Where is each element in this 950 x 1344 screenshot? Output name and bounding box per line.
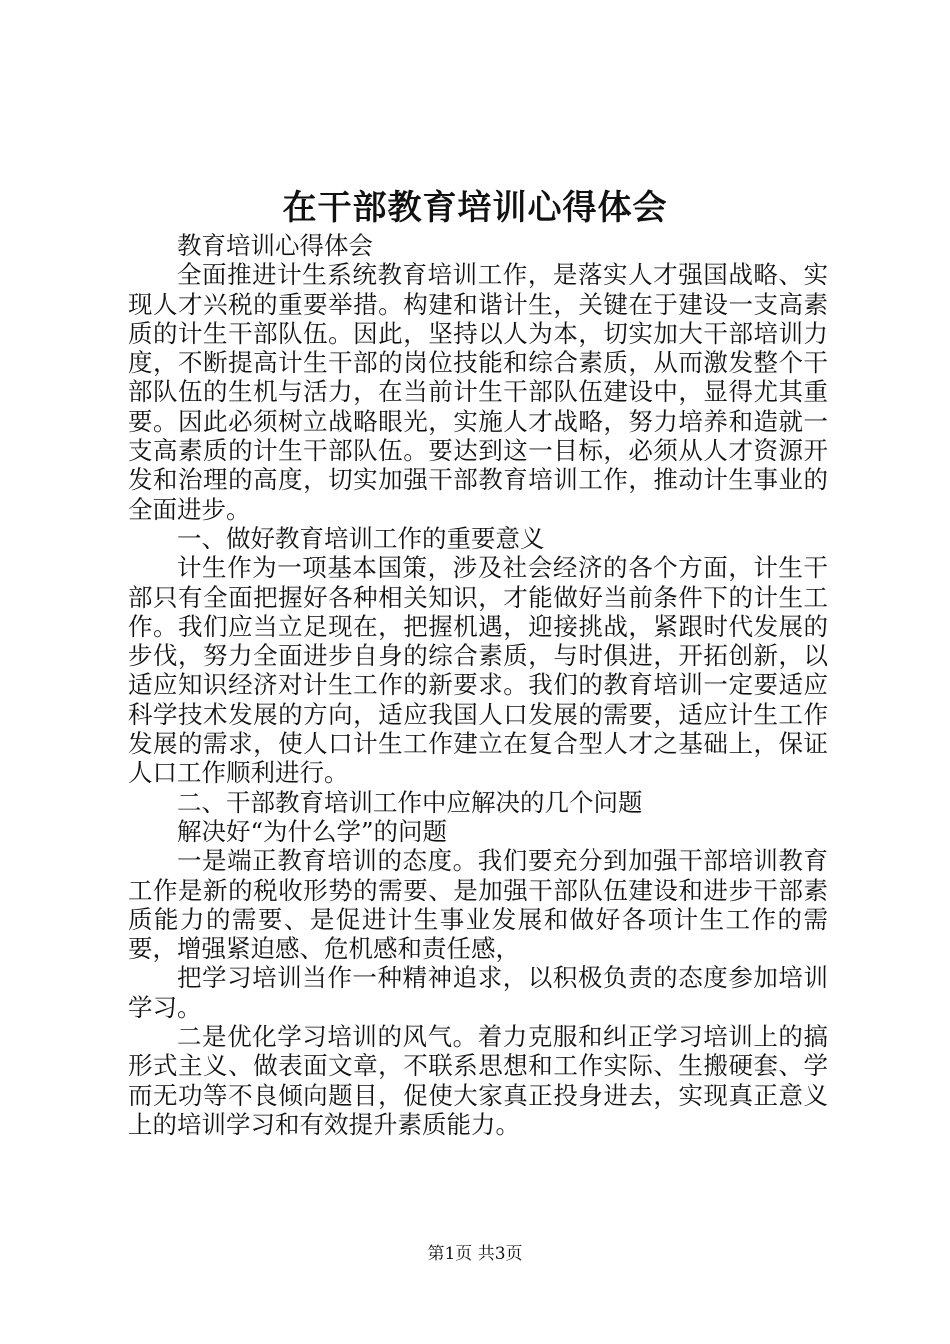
subsection-heading: 解决好“为什么学”的问题	[177, 816, 448, 846]
section-heading-2: 二、干部教育培训工作中应解决的几个问题	[177, 787, 643, 817]
paragraph-subtitle: 教育培训心得体会	[177, 231, 373, 260]
paragraph-point-1: 一是端正教育培训的态度。我们要充分到加强干部培训教育工作是新的税收形势的需要、是加强干部队伍建设和进步干部素质能力的需要、是促进计生事业发展和做好各项计生工作的需要，增强紧迫感、危机感和责任感，	[128, 846, 828, 964]
paragraph-intro: 全面推进计生系统教育培训工作，是落实人才强国战略、实现人才兴税的重要举措。构建和谐计生，关键在于建设一支高素质的计生干部队伍。因此，坚持以人为本，切实加大干部培训力度，不断提高计生干部的岗位技能和综合素质，从而激发整个干部队伍的生机与活力，在当前计生干部队伍建设中，显得尤其重要。因此必须树立战略眼光，实施人才战略，努力培养和造就一支高素质的计生干部队伍。要达到这一目标，必须从人才资源开发和治理的高度，切实加强干部教育培训工作，推动计生事业的全面进步。	[128, 260, 828, 524]
page-footer: 第1页 共3页	[427, 1244, 523, 1264]
document-title: 在干部教育培训心得体会	[282, 188, 668, 228]
section-heading-1: 一、做好教育培训工作的重要意义	[177, 523, 545, 553]
document-body	[128, 231, 828, 1139]
paragraph-point-1-cont: 把学习培训当作一种精神追求，以积极负责的态度参加培训学习。	[128, 963, 828, 1022]
paragraph-section-1: 计生作为一项基本国策，涉及社会经济的各个方面，计生干部只有全面把握好各种相关知识，才能做好当前条件下的计生工作。我们应当立足现在，把握机遇，迎接挑战，紧跟时代发展的步伐，努力全面进步自身的综合素质，与时俱进，开拓创新，以适应知识经济对计生工作的新要求。我们的教育培训一定要适应科学技术发展的方向，适应我国人口发展的需要，适应计生工作发展的需求，使人口计生工作建立在复合型人才之基础上，保证人口工作顺利进行。	[128, 553, 828, 788]
paragraph-point-2: 二是优化学习培训的风气。着力克服和纠正学习培训上的搞形式主义、做表面文章，不联系思想和工作实际、生搬硬套、学而无功等不良倾向题目，促使大家真正投身进去，实现真正意义上的培训学习和有效提升素质能力。	[128, 1022, 828, 1139]
